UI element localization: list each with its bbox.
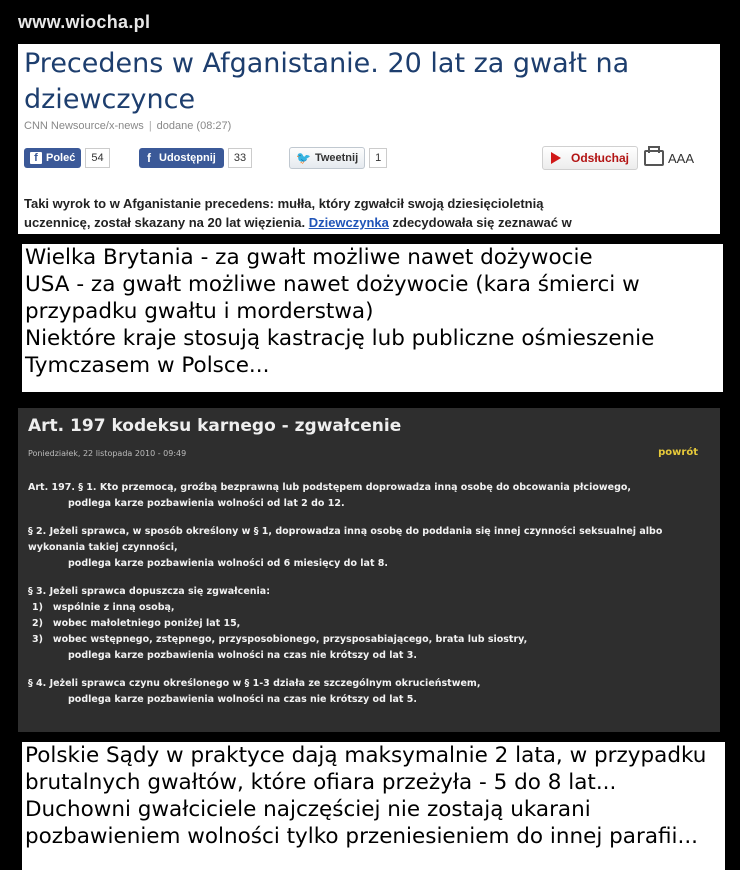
legal-line: § 4. Jeżeli sprawca czynu określonego w § 1-3 działa ze szczególnym okrucieństwem, [28, 678, 481, 689]
article-lead [24, 194, 718, 232]
legal-title: Art. 197 kodeksu karnego - zgwałcenie [28, 416, 402, 436]
play-icon [551, 152, 561, 164]
legal-line: wykonania takiej czynności, [28, 542, 178, 553]
headline-line-1: Precedens w Afganistanie. 20 lat za gwałt na [24, 48, 630, 79]
article-screenshot [18, 44, 720, 234]
recommend-group [24, 147, 110, 169]
tweet-button[interactable] [289, 147, 365, 169]
headline-line-2: dziewczynce [24, 84, 196, 115]
caption-line: brutalnych gwałtów, które ofiara przeżyła - 5 do 8 lat... [25, 770, 617, 795]
recommend-button[interactable] [24, 148, 81, 168]
lead-line-2 [24, 213, 718, 232]
legal-text-panel [18, 408, 720, 732]
caption-line: Niektóre kraje stosują kastrację lub publiczne ośmieszenie [25, 326, 655, 351]
print-icon[interactable] [644, 150, 664, 166]
legal-line: podlega karze pozbawienia wolności od lat 2 do 12. [68, 498, 345, 509]
legal-paragraph-3 [28, 584, 718, 664]
legal-line: Art. 197. § 1. Kto przemocą, groźbą bezprawną lub podstępem doprowadza inną osobę do obcowania płciowego, [28, 482, 632, 493]
legal-body [28, 480, 718, 720]
listen-button[interactable] [542, 146, 638, 170]
caption-line: Duchowni gwałciciele najczęściej nie zostają ukarani [25, 797, 591, 822]
legal-list-item: 2) wobec małoletniego poniżej lat 15, [32, 618, 241, 629]
tweet-count: 1 [369, 148, 387, 168]
share-button[interactable] [139, 148, 224, 168]
caption-panel-top [22, 244, 723, 392]
legal-list-item: 3) wobec wstępnego, zstępnego, przysposobionego, przysposabiającego, brata lub siostry, [32, 634, 528, 645]
facebook-icon: f [30, 152, 42, 164]
legal-list-item: 1) wspólnie z inną osobą, [32, 602, 175, 613]
recommend-count: 54 [85, 148, 109, 168]
legal-paragraph-4 [28, 676, 718, 708]
meta-separator: | [148, 120, 152, 132]
lead-text: uczennicę, został skazany na 20 lat więzienia. [24, 215, 309, 230]
lead-text-end: zdecydowała się zeznawać w [388, 215, 572, 230]
legal-date: Poniedziałek, 22 listopada 2010 - 09:49 [28, 449, 187, 458]
tweet-label: Tweetnij [314, 152, 359, 164]
legal-paragraph-2 [28, 524, 718, 572]
site-watermark: www.wiocha.pl [18, 12, 151, 32]
font-size-button[interactable]: AAA [668, 150, 695, 166]
twitter-bird-icon: 🐦 [296, 151, 311, 165]
lead-link[interactable]: Dziewczynka [308, 215, 389, 230]
share-group [139, 147, 252, 169]
legal-line: § 2. Jeżeli sprawca, w sposób określony w § 1, doprowadza inną osobę do poddania się innej czynności seksualnej albo [28, 526, 663, 537]
legal-paragraph-1 [28, 480, 718, 512]
legal-line: podlega karze pozbawienia wolności na czas nie krótszy od lat 3. [68, 650, 417, 661]
caption-line: przypadku gwałtu i morderstwa) [25, 299, 374, 324]
caption-line: Polskie Sądy w praktyce dają maksymalnie 2 lata, w przypadku [25, 743, 707, 768]
article-added-time: dodane (08:27) [156, 120, 232, 132]
tweet-group [289, 147, 387, 169]
recommend-label: Poleć [46, 152, 76, 164]
legal-line: podlega karze pozbawienia wolności na czas nie krótszy od lat 5. [68, 694, 417, 705]
lead-line-1: Taki wyrok to w Afganistanie precedens: mułła, który zgwałcił swoją dziesięcioletnią [24, 196, 544, 211]
legal-line: podlega karze pozbawienia wolności od 6 miesięcy do lat 8. [68, 558, 389, 569]
article-meta [24, 120, 231, 132]
facebook-icon: f [147, 151, 151, 165]
share-label: Udostępnij [159, 152, 216, 164]
listen-label: Odsłuchaj [571, 151, 630, 165]
caption-line: Tymczasem w Polsce... [25, 353, 270, 378]
back-link[interactable]: powrót [658, 447, 698, 458]
article-headline [24, 46, 714, 118]
caption-panel-bottom [22, 742, 725, 870]
listen-group [542, 147, 694, 169]
legal-line: § 3. Jeżeli sprawca dopuszcza się zgwałcenia: [28, 586, 270, 597]
caption-line: USA - za gwałt możliwe nawet dożywocie (kara śmierci w [25, 272, 640, 297]
share-count: 33 [228, 148, 252, 168]
article-source: CNN Newsource/x-news [24, 120, 144, 132]
caption-line: pozbawieniem wolności tylko przeniesieniem do innej parafii... [25, 824, 699, 849]
caption-line: Wielka Brytania - za gwałt możliwe nawet dożywocie [25, 245, 593, 270]
